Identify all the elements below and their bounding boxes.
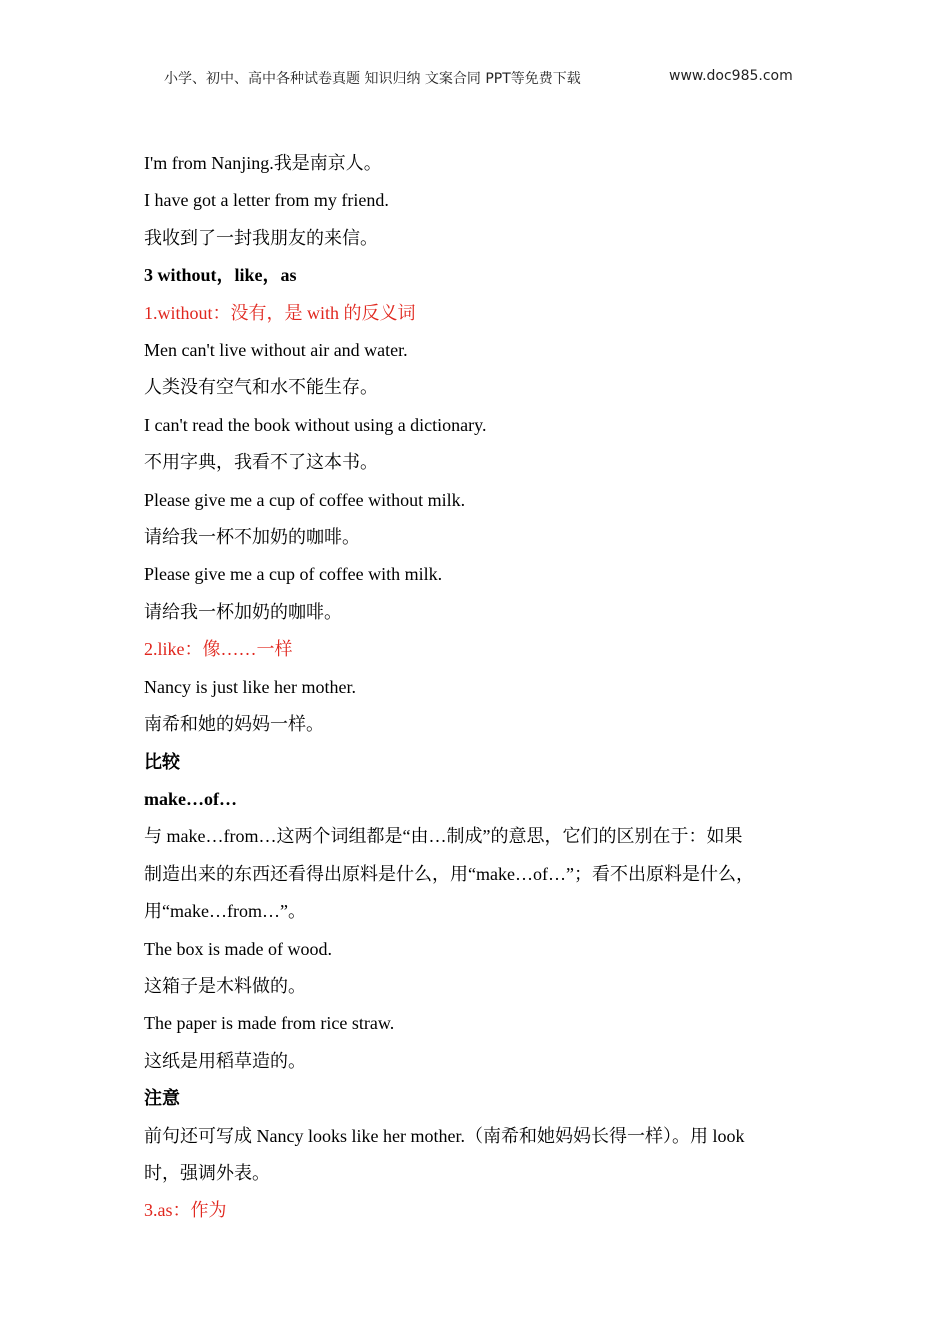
translation: 南希和她的妈妈一样。 xyxy=(144,714,324,735)
explanation-line: 用“make…from…”。 xyxy=(144,901,306,922)
translation: 我收到了一封我朋友的来信。 xyxy=(144,227,378,248)
explanation-line: 时，强调外表。 xyxy=(144,1162,270,1183)
section-heading: make…of… xyxy=(144,788,237,809)
translation: 不用字典，我看不了这本书。 xyxy=(144,452,378,473)
explanation-line: 制造出来的东西还看得出原料是什么，用“make…of…”；看不出原料是什么， xyxy=(144,863,754,884)
section-heading: 注意 xyxy=(144,1088,180,1109)
header-url: www.doc985.com xyxy=(669,68,793,84)
section-heading: 比较 xyxy=(144,751,180,772)
example-sentence: I can't read the book without using a dictionary. xyxy=(144,414,487,435)
translation: 请给我一杯不加奶的咖啡。 xyxy=(144,527,360,548)
example-sentence: Men can't live without air and water. xyxy=(144,340,408,361)
header-text: 小学、初中、高中各种试卷真题 知识归纳 文案合同 PPT等免费下载 xyxy=(164,71,581,87)
example-sentence: The box is made of wood. xyxy=(144,938,332,959)
subsection-heading: 1.without：没有，是 with 的反义词 xyxy=(144,302,416,323)
translation: 这纸是用稻草造的。 xyxy=(144,1050,306,1071)
explanation-line: 前句还可写成 Nancy looks like her mother.（南希和她妈妈长得一样）。用 look xyxy=(144,1125,745,1146)
translation: 人类没有空气和水不能生存。 xyxy=(144,377,378,398)
example-sentence: Nancy is just like her mother. xyxy=(144,676,356,697)
example-sentence: Please give me a cup of coffee with milk. xyxy=(144,564,443,585)
example-sentence: Please give me a cup of coffee without milk. xyxy=(144,489,466,510)
example-sentence: I'm from Nanjing.我是南京人。 xyxy=(144,153,382,173)
page-header xyxy=(164,68,804,92)
subsection-heading: 2.like：像……一样 xyxy=(144,639,293,660)
subsection-heading: 3.as：作为 xyxy=(144,1200,227,1221)
translation: 这箱子是木料做的。 xyxy=(144,975,306,996)
example-sentence: I have got a letter from my friend. xyxy=(144,190,389,211)
translation: 请给我一杯加奶的咖啡。 xyxy=(144,601,342,622)
example-sentence: The paper is made from rice straw. xyxy=(144,1013,395,1034)
section-heading: 3 without，like，as xyxy=(144,265,297,286)
document-body xyxy=(144,145,808,1230)
explanation-line: 与 make…from…这两个词组都是“由…制成”的意思，它们的区别在于：如果 xyxy=(144,826,743,847)
